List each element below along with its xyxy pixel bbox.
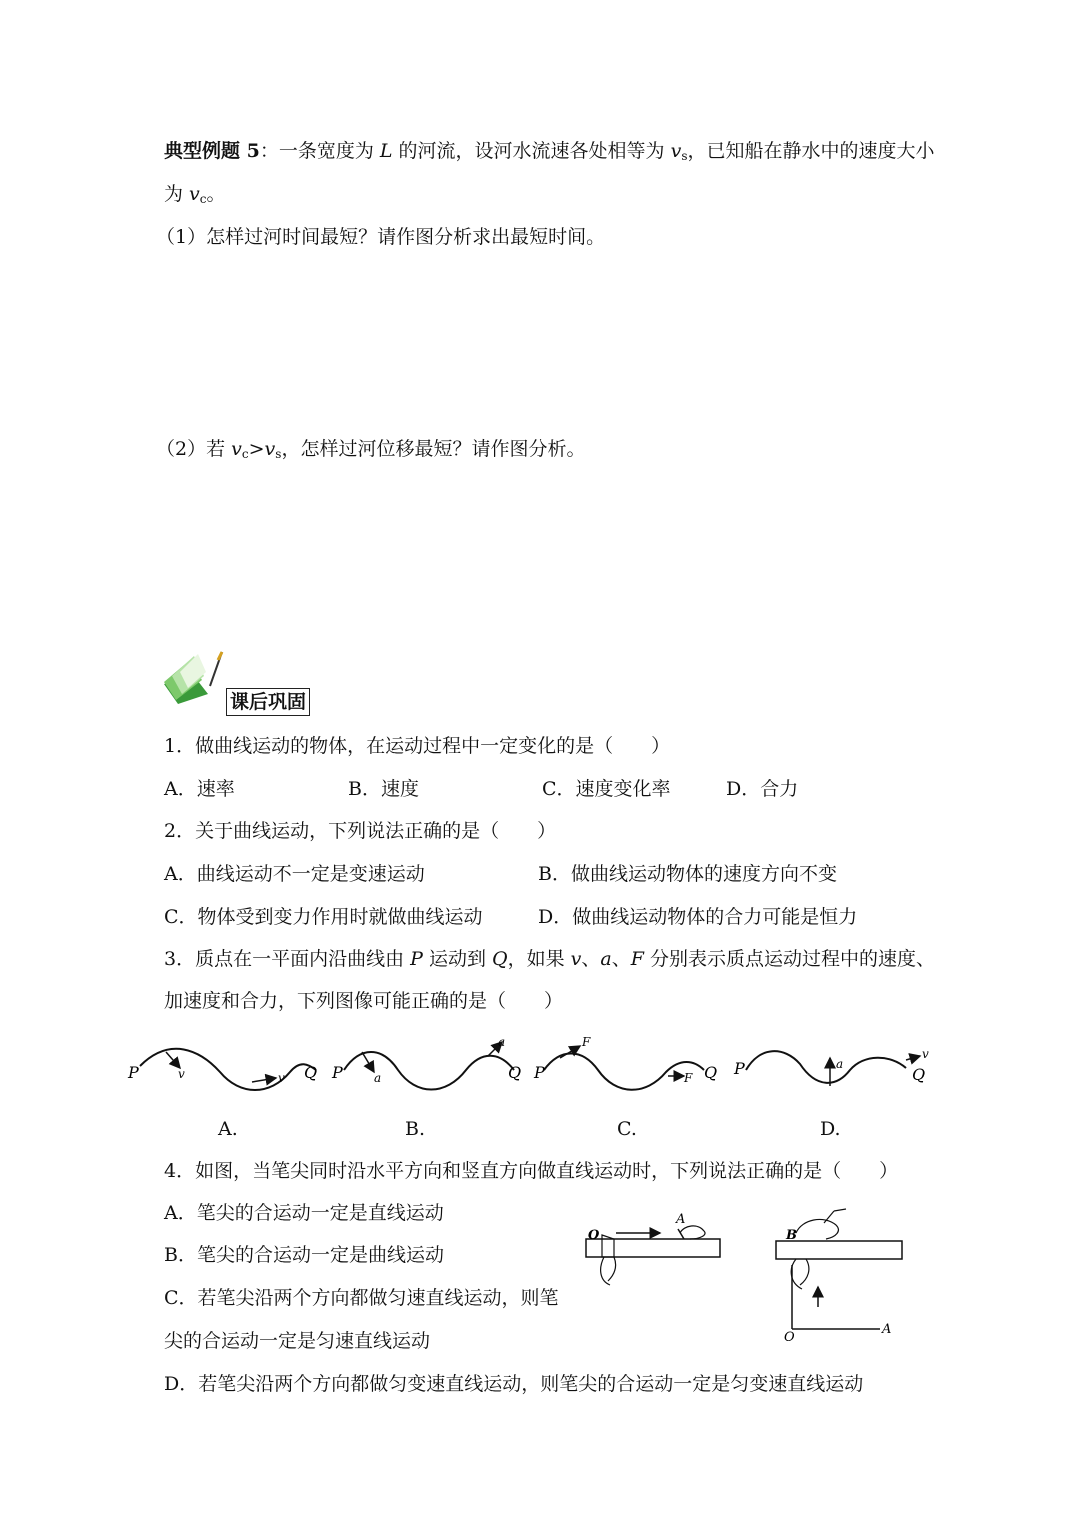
q2-option-c: C．物体受到变力作用时就做曲线运动 (164, 906, 483, 928)
svg-text:a: a (836, 1057, 844, 1071)
q2-stem: 2．关于曲线运动，下列说法正确的是（ ） (164, 820, 557, 842)
q1-option-a: A．速率 (164, 778, 235, 800)
q3-figure-label-d: D. (820, 1118, 841, 1140)
svg-text:Q: Q (704, 1063, 718, 1082)
svg-text:v: v (178, 1067, 185, 1081)
q4-option-d: D．若笔尖沿两个方向都做匀变速直线运动，则笔尖的合运动一定是匀变速直线运动 (164, 1373, 864, 1395)
q4-option-a: A．笔尖的合运动一定是直线运动 (164, 1202, 444, 1224)
section-badge: 课后巩固 (226, 688, 310, 716)
svg-text:F: F (684, 1071, 693, 1085)
svg-text:v: v (278, 1071, 285, 1085)
example-line-2: 为 $v_c$。 (164, 183, 226, 206)
q3-figure-c (533, 1035, 717, 1090)
q4-figure-left (586, 1212, 720, 1285)
svg-text:P: P (332, 1063, 343, 1082)
svg-text:v: v (922, 1047, 929, 1061)
q3-figure-label-b: B. (405, 1118, 426, 1140)
q3-stem-line-1: 3．质点在一平面内沿曲线由 P 运动到 Q，如果 v、a、F 分别表示质点运动过程中的速度、 (164, 948, 935, 970)
svg-text:F: F (582, 1035, 591, 1049)
q4-figure-right (776, 1209, 902, 1345)
svg-text:Q: Q (912, 1065, 926, 1084)
q2-option-d: D．做曲线运动物体的合力可能是恒力 (538, 906, 858, 928)
q3-figure-d (733, 1047, 929, 1086)
q4-option-c-line-2: 尖的合运动一定是匀速直线运动 (164, 1330, 431, 1352)
q1-option-c: C．速度变化率 (542, 778, 671, 800)
q4-stem: 4．如图，当笔尖同时沿水平方向和竖直方向做直线运动时，下列说法正确的是（ ） (164, 1160, 899, 1182)
q3-figure-label-a: A. (218, 1118, 238, 1140)
svg-text:B: B (786, 1228, 797, 1243)
example-title: 典型例题 5 (164, 140, 260, 162)
example-sub-question-2: （2）若 $v_c>v_s$，怎样过河位移最短？请作图分析。 (156, 438, 586, 461)
svg-text:P: P (734, 1059, 745, 1078)
book-pen-icon (160, 646, 230, 708)
svg-text:P: P (534, 1063, 545, 1082)
q1-stem: 1．做曲线运动的物体，在运动过程中一定变化的是（ ） (164, 735, 671, 757)
fig-a-label-q: Q (304, 1063, 318, 1082)
example-sub-question-1: （1）怎样过河时间最短？请作图分析求出最短时间。 (156, 226, 606, 248)
svg-text:a: a (498, 1035, 506, 1049)
q1-option-b: B．速度 (348, 778, 419, 800)
q1-option-d: D．合力 (726, 778, 799, 800)
svg-text:Q: Q (508, 1063, 522, 1082)
example-line-1: 典型例题 5：一条宽度为 L 的河流，设河水流速各处相等为 $v_s$，已知船在静水中的速度大小 (164, 140, 935, 163)
q4-option-c-line-1: C．若笔尖沿两个方向都做匀速直线运动，则笔 (164, 1287, 559, 1309)
svg-text:a: a (374, 1071, 382, 1085)
svg-text:O: O (784, 1330, 795, 1345)
q3-figure-a (127, 1049, 317, 1090)
svg-text:O: O (588, 1228, 600, 1243)
q4-ruler-figures (580, 1205, 910, 1345)
q3-figure-b (331, 1035, 521, 1090)
svg-text:A: A (676, 1212, 686, 1227)
q2-option-b: B．做曲线运动物体的速度方向不变 (538, 863, 837, 885)
q3-curve-figures (120, 1030, 940, 1110)
q3-figure-label-c: C. (617, 1118, 637, 1140)
q4-option-b: B．笔尖的合运动一定是曲线运动 (164, 1244, 444, 1266)
svg-text:A: A (882, 1322, 892, 1337)
fig-a-label-p: P (128, 1063, 139, 1082)
q2-option-a: A．曲线运动不一定是变速运动 (164, 863, 425, 885)
q3-stem-line-2: 加速度和合力，下列图像可能正确的是（ ） (164, 990, 564, 1012)
